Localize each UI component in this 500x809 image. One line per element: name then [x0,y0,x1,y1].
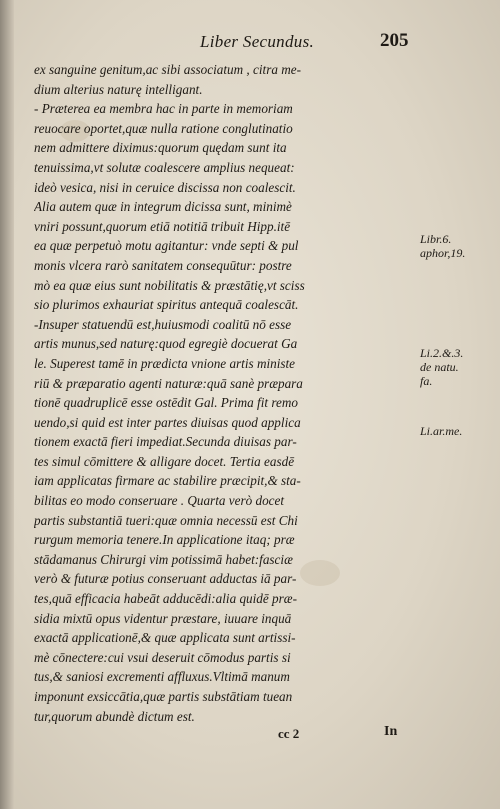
text-line: tes,quā efficacia habeāt adducēdi:alia quidē præ- [34,591,297,607]
text-line: ideò vesica, nisi in ceruice discissa non coalescit. [34,179,296,195]
text-line: ea quæ perpetuò motu agitantur: vnde septi & pul [34,238,299,254]
text-line: ex sanguine genitum,ac sibi associatum , citra me- [34,62,302,77]
text-line: nem admittere diximus:quorum quędam sunt ita [34,140,287,156]
text-line: tes simul cōmittere & alligare docet. Tertia easdē [34,453,295,469]
text-line: partis substantiā tueri:quæ omnia necessū est Chi [34,512,298,528]
margin-note-1 [420,232,465,260]
text-line: uendo,si quid est inter partes diuisas quod applica [34,414,301,430]
text-line: tionem exactā fieri impediat.Secunda diuisas par- [34,434,297,450]
margin-note-line: de natu. [420,360,459,374]
text-line: tenuissima,vt solutæ coalescere amplius nequeat: [34,159,295,175]
text-line: vniri possunt,quorum etiā notitiā tribuit Hipp.itē [34,218,291,234]
text-line: Alia autem quæ in integrum dicissa sunt, minimè [34,199,292,215]
text-line: dium alterius naturę intelligant. [34,81,203,97]
running-head: Liber Secundus. [200,32,315,51]
binding-gutter [0,0,14,809]
signature-mark: cc 2 [278,726,300,741]
text-line: rurgum memoria tenere.In applicatione itaq; præ [34,532,295,548]
margin-note-line: fa. [420,374,433,388]
body-text [34,60,414,726]
text-line: reuocare oportet,quæ nulla ratione conglutinatio [34,120,293,136]
text-line: sio plurimos exhauriat spiritus antequā coalescāt. [34,297,299,313]
margin-note-3 [420,424,462,438]
text-line: verò & futuræ potius conseruant adductas iā par- [34,571,297,587]
margin-note-2 [420,346,463,388]
text-line: stādamanus Chirurgi vim potissimā habet:fasciæ [34,551,293,567]
margin-note-line: Li.2.&.3. [420,346,464,360]
text-line: mè cōnectere:cui vsui deseruit cōmodus partis si [34,649,291,665]
text-line: tionē quadruplicē esse ostēdit Gal. Prima fit remo [34,395,298,411]
text-line: imponunt exsiccātia,quæ partis substātiam tuean [34,689,293,704]
text-line: mò ea quæ eius sunt nobilitatis & præstātię,vt sciss [34,277,305,293]
text-line: bilitas eo modo conseruare . Quarta verò docet [34,493,285,509]
text-line: iam applicatas firmare ac stabilire præcipit,& sta- [34,473,301,489]
margin-note-line: aphor,19. [420,246,466,260]
catchword: In [384,724,398,739]
text-line: - Præterea ea membra hac in parte in memoriam [34,101,293,117]
text-line: artis munus,sed naturę:quod egregiè docuerat Ga [34,336,298,352]
margin-note-line: Li.ar.me. [420,424,463,438]
text-line: sidia mixtū opus videntur præstare, iuuare inquā [34,610,292,626]
text-line: exactā applicationē,& quæ applicata sunt artissi- [34,630,296,646]
margin-note-line: Libr.6. [420,232,452,246]
text-line: tus,& saniosi excrementi affluxus.Vltimā manum [34,669,290,685]
text-line: le. Superest tamē in prædicta vnione artis ministe [34,355,296,371]
text-line: tur,quorum abundè dictum est. [34,708,195,724]
text-line: -Insuper statuendū est,huiusmodi coalitū nō esse [34,316,292,332]
text-line: monis vlcera rarò sanitatem consequūtur: postre [34,257,292,273]
page-number: 205 [380,30,409,51]
text-line: riū & præparatio agenti naturæ:quā sanè præpara [34,375,303,391]
